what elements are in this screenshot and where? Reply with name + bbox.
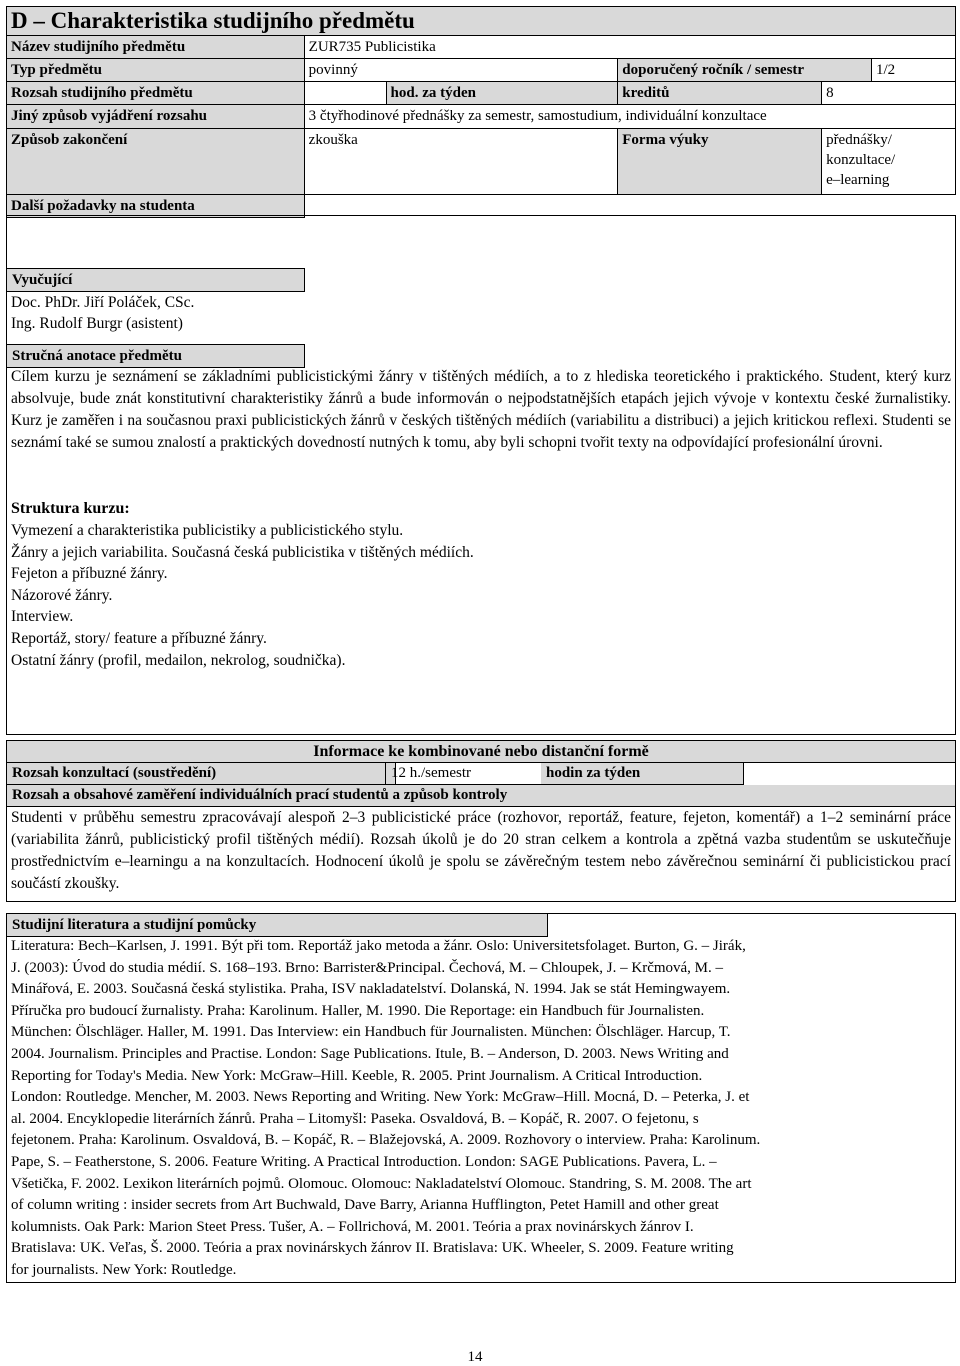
struktura-item: Ostatní žánry (profil, medailon, nekrolog, soudnička). [11,651,346,669]
vyucujici-2: Ing. Rudolf Burgr (asistent) [11,315,183,332]
literatura-line: Bratislava: UK. Veľas, Š. 2000. Teória a prax novinárskych žánrov II. Bratislava: UK. Wheeler, S. 2009. Feature writing [11,1240,734,1257]
literatura-line: Literatura: Bech–Karlsen, J. 1991. Být při tom. Reportáž jako metoda a žánr. Oslo: Universitetsfolaget. Burton, G. – Jirák, [11,938,746,954]
literatura-line: J. (2003): Úvod do studia médií. S. 168–193. Brno: Barrister&Principal. Čechová, M. – Chloupek, J. – Krčmová, M. – [11,959,724,976]
literatura-line: al. 2004. Encyklopedie literárních žánrů. Praha – Litomyšl: Paseka. Osvaldová, B. – Kopáč, R. 2007. O fejetonu, s [11,1110,699,1127]
hodin-label: hodin za týden [541,763,744,785]
forma-value-2: konzultace/ [826,152,896,168]
struktura-item: Reportáž, story/ feature a příbuzné žánry. [11,629,267,647]
course-info-table [6,35,956,218]
dalsi-label: Další požadavky na studenta [7,195,305,218]
kombinovane-box [6,762,956,902]
anotace-label: Stručná anotace předmětu [7,344,305,368]
literatura-line: Pape, S. – Featherstone, S. 2006. Feature Writing. A Practical Introduction. London: SAGE Publications. Pavera, L. – [11,1153,717,1170]
literatura-line: kolumnists. Oak Park: Marion Steet Press. Tušer, A. – Follrichová, M. 2001. Teória a prax novinárskych žánrov I. [11,1218,694,1235]
literatura-text [11,936,951,1282]
struktura-item: Fejeton a příbuzné žánry. [11,565,168,583]
prace-label: Rozsah a obsahové zaměření individuálních prací studentů a způsob kontroly [7,785,955,807]
literatura-line: 2004. Journalism. Principles and Practise. London: Sage Publications. Itule, B. – Anderson, D. 2003. News Writing and [11,1045,729,1062]
rocnik-value: 1/2 [872,59,956,82]
nazev-value: ZUR735 Publicistika [304,36,955,59]
nazev-label: Název studijního předmětu [7,36,305,59]
literatura-line: München: Ölschläger. Haller, M. 1991. Das Interview: ein Handbuch für Journalisten. München: Ölschläger. Harcup, T. [11,1024,731,1041]
kombinovane-title: Informace ke kombinované nebo distanční formě [313,743,649,760]
forma-value-1: přednášky/ [826,132,892,148]
struktura-item: Vymezení a charakteristika publicistiky a publicistického stylu. [11,522,404,539]
zpusob-label: Způsob zakončení [7,129,305,195]
jiny-value: 3 čtyřhodinové přednášky za semestr, samostudium, individuální konzultace [304,105,955,129]
literatura-line: fejetonem. Praha: Karolinum. Osvaldová, B. – Kopáč, R. – Blažejovská, A. 2009. Rozhovory o interview. Praha: Karolinum. [11,1132,761,1149]
page-title: D – Charakteristika studijního předmětu [11,8,415,33]
konzultace-label: Rozsah konzultací (soustředění) [7,763,396,785]
literatura-line: Příručka pro budoucí žurnalisty. Praha: Karolinum. Haller, M. 1990. Die Reportage: ein Handbuch für Journalisten. [11,1002,705,1019]
forma-value [822,129,956,195]
rozsah-label: Rozsah studijního předmětu [7,82,305,105]
struktura-item: Žánry a jejich variabilita. Současná česká publicistika v tištěných médiích. [11,543,474,561]
kombinovane-header [6,740,956,762]
literatura-line: Reporting for Today's Media. New York: McGraw–Hill. Keeble, R. 2005. Print Journalism. A Critical Introduction. [11,1067,703,1084]
vyucujici-label: Vyučující [7,268,305,292]
rozsah-value [304,82,386,105]
struktura-item: Názorové žánry. [11,586,113,604]
vyucujici-1: Doc. PhDr. Jiří Poláček, CSc. [11,294,195,311]
struktura-item: Interview. [11,608,74,626]
literatura-line: of column writing : insider secrets from Art Buchwald, Dave Barry, Arianna Hufflington, Petet Hamill and other great [11,1197,719,1214]
forma-value-3: e–learning [826,172,890,188]
hod-label: hod. za týden [386,82,618,105]
vyucujici-list [11,292,194,334]
typ-label: Typ předmětu [7,59,305,82]
struktura-label: Struktura kurzu: [11,500,130,517]
konzultace-value: 12 h./semestr [385,763,553,785]
forma-label: Forma výuky [618,129,822,195]
section-header [6,6,956,36]
literatura-line: London: Routledge. Mencher, M. 2003. News Reporting and Writing. New York: McGraw–Hill. Mocná, D. – Peterka, J. et [11,1089,750,1106]
page-number: 14 [467,1349,483,1365]
typ-value: povinný [304,59,618,82]
kreditu-value: 8 [822,82,956,105]
zpusob-value: zkouška [304,129,618,195]
literatura-label: Studijní literatura a studijní pomůcky [7,914,548,937]
literatura-line: Minářová, E. 2003. Současná česká stylistika. Praha, ISV nakladatelství. Dolanská, N. 1994. Jak se stát Hemingwayem. [11,981,731,998]
jiny-label: Jiný způsob vyjádření rozsahu [7,105,305,129]
literatura-line: for journalists. New York: Routledge. [11,1261,237,1278]
struktura-list [11,520,474,671]
kreditu-label: kreditů [618,82,822,105]
literatura-box [6,913,956,1283]
content-box [6,215,956,735]
anotace-text: Cílem kurzu je seznámení se základními publicistickými žánry v tištěných médiích, a to z hlediska teoretického i praktického. Student, který kurz absolvuje, bude znát konstitutivní charakteristiky žánrů a bude informován o nejpodstatnějších etapách jejich vývoje v kontextu české žurnalistiky. Kurz je zaměřen i na současnou praxi publicistických žánrů v českých tištěných médiích (variabilitu a distribuci) a jejich kritickou reflexi. Studenti se seznámí také se sumou znalostí a praktických dovedností nutných k tomu, aby byli schopni tvořit texty na odpovídající profesionální úrovni. [11,368,951,451]
prace-text: Studenti v průběhu semestru zpracovávají alespoň 2–3 publicistické práce (rozhovor, reportáž, feature, fejeton, komentář) a 1–2 seminární práce (variabilita žánrů, publicistický profil tištěných médií). Rozsah úkolů je do 20 stran celkem a kontrola a zpětná vazba studentům se uskutečňuje prostřednictvím e–learningu a na konzultacích. Hodnocení úkolů je spolu se závěrečným testem nebo závěrečnou seminární či publicistickou prací součástí zkoušky. [11,809,951,892]
literatura-line: Všetička, F. 2002. Lexikon literárních pojmů. Olomouc. Olomouc: Nakladatelství Olomouc. Standring, S. M. 2008. The art [11,1175,752,1192]
rocnik-label: doporučený ročník / semestr [618,59,872,82]
